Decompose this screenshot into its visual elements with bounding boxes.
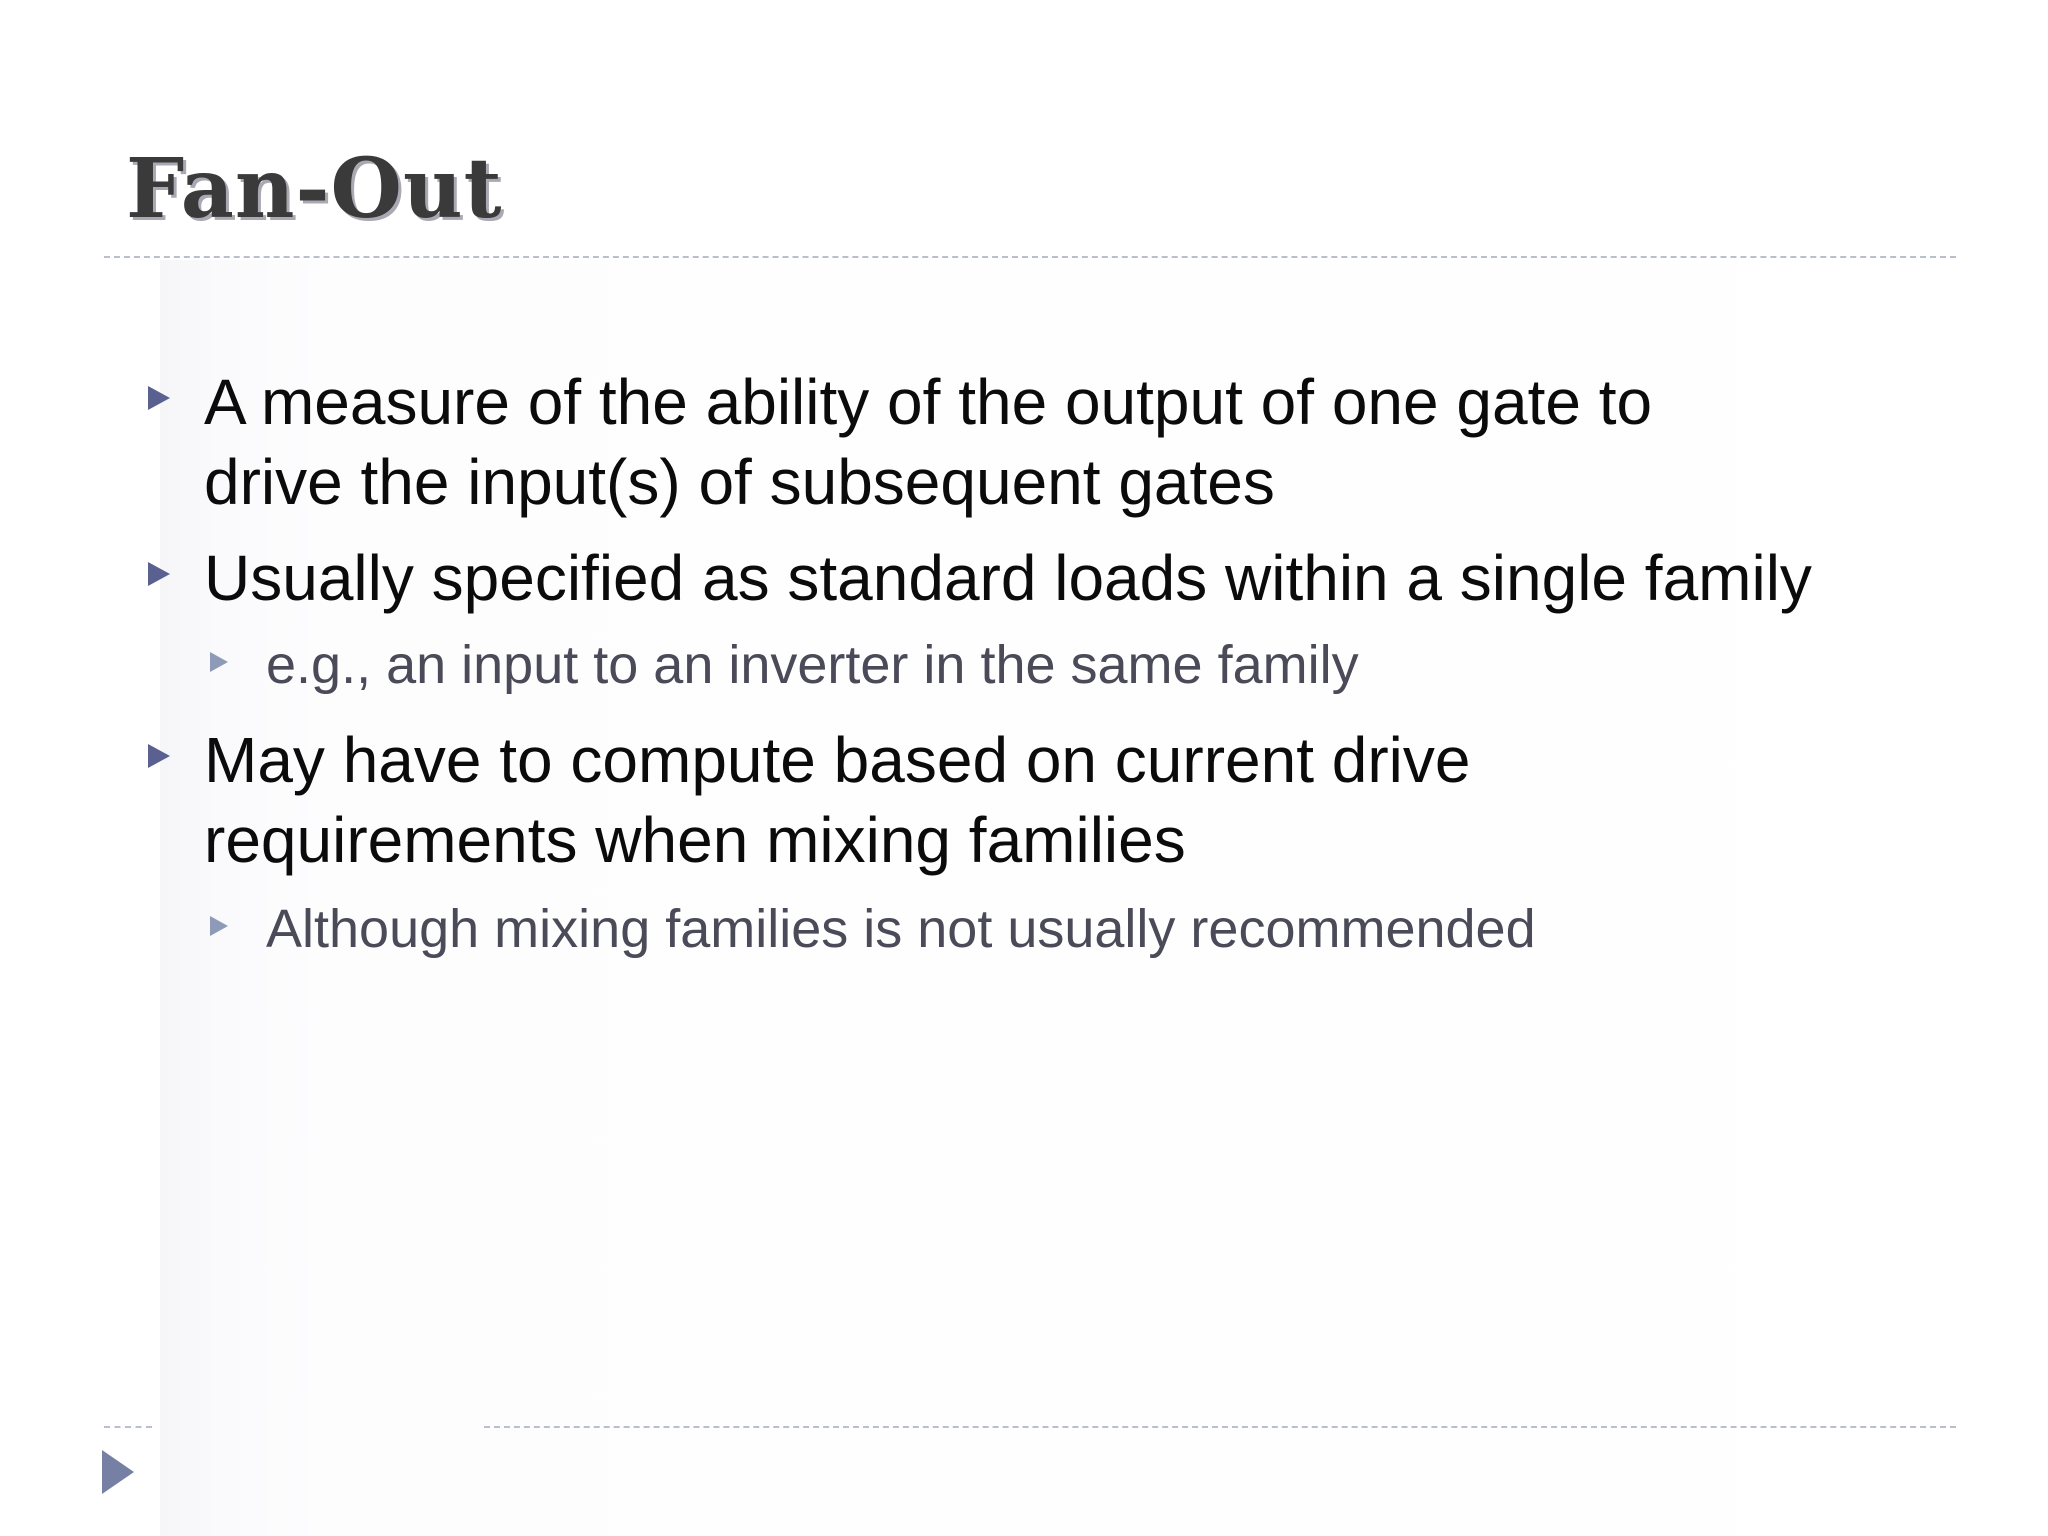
triangle-right-icon bbox=[148, 562, 170, 586]
bullet-item bbox=[204, 538, 1812, 618]
bullet-text-line: requirements when mixing families bbox=[204, 804, 1186, 876]
bullet-text-line: Usually specified as standard loads within a single family bbox=[204, 542, 1812, 614]
bullet-text-line: May have to compute based on current drive bbox=[204, 724, 1471, 796]
slide-title: Fan-Out bbox=[126, 141, 503, 237]
sub-bullet-item bbox=[266, 632, 1359, 698]
footer-divider bbox=[104, 1426, 152, 1428]
triangle-right-icon bbox=[210, 916, 228, 936]
play-arrow-icon[interactable] bbox=[102, 1450, 134, 1494]
bullet-text-line: Although mixing families is not usually recommended bbox=[266, 899, 1536, 959]
footer-divider bbox=[484, 1426, 1956, 1428]
bullet-text-line: A measure of the ability of the output of one gate to bbox=[204, 366, 1653, 438]
triangle-right-icon bbox=[148, 744, 170, 768]
bullet-text-line: drive the input(s) of subsequent gates bbox=[204, 446, 1275, 518]
triangle-right-icon bbox=[148, 386, 170, 410]
triangle-right-icon bbox=[210, 652, 228, 672]
sub-bullet-item bbox=[266, 896, 1536, 962]
bullet-item bbox=[204, 362, 1652, 522]
bullet-text-line: e.g., an input to an inverter in the same family bbox=[266, 635, 1359, 695]
bullet-item bbox=[204, 720, 1470, 880]
